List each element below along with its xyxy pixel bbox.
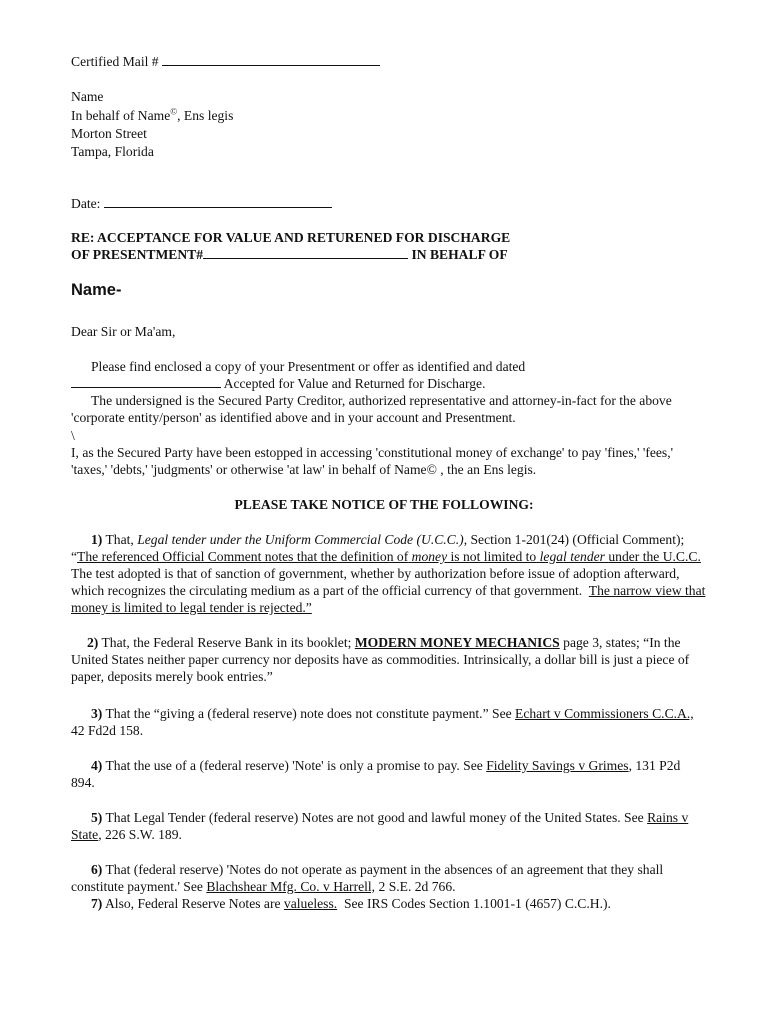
certified-mail-label: Certified Mail # [71, 54, 159, 69]
subject-name: Name- [71, 281, 122, 299]
item-2-text-c: page 3, states; “In the United States neither paper currency nor deposits have as commodities. Intrinsically, a dollar bill is just a piece of paper, deposits merely book entries.” [71, 635, 690, 684]
item-1-legal-tender-italic: legal tender [539, 549, 605, 564]
date-label: Date: [71, 196, 101, 211]
item-1-text-a: That, [105, 532, 134, 547]
dated-blank [71, 375, 221, 388]
backslash-line: \ [71, 428, 75, 443]
item-7-number: 7) [91, 896, 103, 911]
item-5-number: 5) [91, 810, 103, 825]
item-7-text-a: Also, Federal Reserve Notes are [104, 896, 281, 911]
sender-name: Name [71, 89, 104, 104]
item-5-case-citation: Rains v State [71, 810, 689, 842]
item-5-text-c: , 226 S.W. 189. [98, 827, 182, 842]
item-1-ucc-italic: Legal tender under the Uniform Commercial Code (U.C.C.) [137, 532, 464, 547]
item-6-text-c: 2 S.E. 2d 766. [378, 879, 456, 894]
item-4-text-a: That the use of a (federal reserve) 'Note' is only a promise to pay. See [105, 758, 483, 773]
notice-item-1 [71, 531, 707, 616]
item-1-rejected-underline: The narrow view that money is limited to legal tender is rejected.” [71, 583, 706, 615]
item-1-money-italic: money [411, 549, 448, 564]
intro-line-2 [71, 375, 486, 392]
in-behalf-of-label: IN BEHALF OF [411, 247, 508, 262]
item-3-text-a: That the “giving a (federal reserve) note does not constitute payment.” See [105, 706, 512, 721]
estopped-paragraph: I, as the Secured Party have been estopped in accessing 'constitutional money of exchange' to pay 'fines,' 'fees,' 'taxes,' 'debts,' 'judgments' or otherwise 'at law' in behalf of Name© , the an Ens legis. [71, 445, 674, 477]
notice-item-7 [71, 895, 707, 912]
item-4-case-citation: Fidelity Savings v Grimes [486, 758, 629, 773]
salutation: Dear Sir or Ma'am, [71, 324, 176, 339]
sender-street: Morton Street [71, 126, 147, 141]
item-1-underline-f: is not limited to [450, 549, 537, 564]
item-1-underline-d: The referenced Official Comment notes that the definition of [77, 549, 409, 564]
presentment-label: OF PRESENTMENT# [71, 247, 204, 262]
item-6-text-a: That (federal reserve) 'Notes do not operate as payment in the absences of an agreement that they shall constitute payment.' See [71, 862, 664, 894]
certified-mail-line [71, 53, 380, 70]
notice-item-6 [71, 861, 707, 895]
certified-mail-blank [162, 53, 380, 66]
notice-item-4 [71, 757, 707, 791]
presentment-blank [203, 246, 408, 259]
ens-legis-text: , Ens legis [177, 108, 234, 123]
item-4-text-c: , 131 P2d 894. [71, 758, 681, 790]
item-1-text-c: , Section 1-201(24) (Official Comment); “ [71, 532, 685, 564]
intro-text-1: Please find enclosed a copy of your Presentment or offer as identified and dated [91, 359, 526, 374]
item-2-booklet-title: MODERN MONEY MECHANICS [354, 635, 560, 650]
item-7-valueless: valueless. [283, 896, 338, 911]
copyright-mark: © [170, 106, 178, 117]
intro-line-1 [71, 358, 525, 375]
intro-text-2: Accepted for Value and Returned for Discharge. [223, 376, 486, 391]
item-1-underline-h: under the U.C.C. [608, 549, 701, 564]
notice-item-5 [71, 809, 707, 843]
subject-line-2 [71, 246, 508, 263]
item-7-text-c: See IRS Codes Section 1.1001-1 (4657) C.C.H.). [343, 896, 611, 911]
secured-party-paragraph: The undersigned is the Secured Party Creditor, authorized representative and attorney-in-fact for the above 'corporate entity/person' as identified above and in your account and Presentment. [71, 393, 672, 425]
item-3-number: 3) [91, 706, 103, 721]
item-5-text-a: That Legal Tender (federal reserve) Notes are not good and lawful money of the United States. See [105, 810, 644, 825]
notice-heading: PLEASE TAKE NOTICE OF THE FOLLOWING: [234, 497, 534, 512]
subject-line-1: RE: ACCEPTANCE FOR VALUE AND RETURENED FOR DISCHARGE [71, 230, 511, 245]
in-behalf-text: In behalf of Name [71, 108, 171, 123]
notice-item-3 [71, 705, 707, 739]
sender-city: Tampa, Florida [71, 144, 154, 159]
item-4-number: 4) [91, 758, 103, 773]
in-behalf-line [71, 107, 233, 124]
item-1-text-j: The test adopted is that of sanction of government, whether by authorization before issue of adoption afterward, which recognizes the circulating medium as a part of the official currency of that government. [71, 566, 680, 598]
item-6-case-citation: Blachshear Mfg. Co. v Harrell, [206, 879, 376, 894]
item-6-number: 6) [91, 862, 103, 877]
date-blank [104, 195, 332, 208]
item-1-number: 1) [91, 532, 103, 547]
item-2-text-a: That, the Federal Reserve Bank in its booklet; [101, 635, 352, 650]
item-3-text-c: 42 Fd2d 158. [71, 723, 144, 738]
date-line [71, 195, 332, 212]
notice-item-2 [71, 634, 707, 685]
item-2-number: 2) [87, 635, 99, 650]
item-3-case-citation: Echart v Commissioners C.C.A., [515, 706, 694, 721]
